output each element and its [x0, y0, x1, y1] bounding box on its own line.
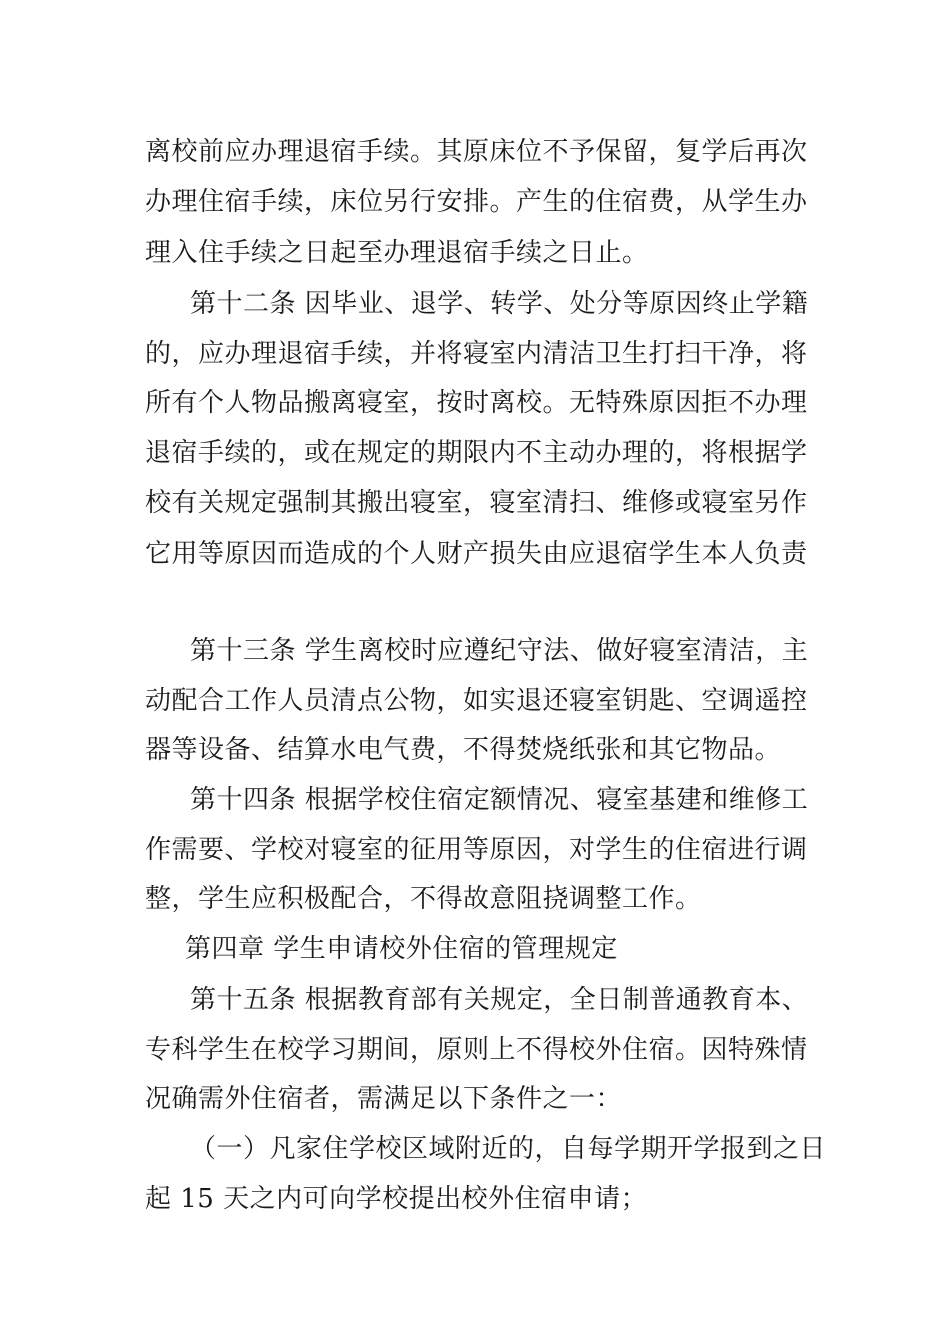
chapter-4-title: 第四章 学生申请校外住宿的管理规定	[185, 934, 618, 964]
article-13-heading-line: 第十三条 学生离校时应遵纪守法、做好寝室清洁，主	[190, 636, 809, 666]
text-line-12: 器等设备、结算水电气费，不得焚烧纸张和其它物品。	[145, 735, 782, 765]
article-14-heading-line: 第十四条 根据学校住宿定额情况、寝室基建和维修工	[190, 785, 809, 815]
article-15-heading-line: 第十五条 根据教育部有关规定，全日制普通教育本、	[190, 985, 809, 1015]
text-line-9: 它用等原因而造成的个人财产损失由应退宿学生本人负责	[145, 539, 808, 569]
text-line-19: 况确需外住宿者，需满足以下条件之一：	[145, 1084, 623, 1114]
text-line-15: 整，学生应积极配合，不得故意阻挠调整工作。	[145, 884, 702, 914]
text-line-2: 办理住宿手续，床位另行安排。产生的住宿费，从学生办	[145, 187, 808, 217]
text-line-11: 动配合工作人员清点公物，如实退还寝室钥匙、空调遥控	[145, 686, 808, 716]
text-line-3: 理入住手续之日起至办理退宿手续之日止。	[145, 238, 649, 268]
text-line-14: 作需要、学校对寝室的征用等原因，对学生的住宿进行调	[145, 835, 808, 865]
clause-1-line: （一）凡家住学校区域附近的，自每学期开学报到之日	[190, 1134, 827, 1164]
text-line-8: 校有关规定强制其搬出寝室，寝室清扫、维修或寝室另作	[145, 488, 808, 518]
article-12-heading-line: 第十二条 因毕业、退学、转学、处分等原因终止学籍	[190, 289, 809, 319]
text-line-1: 离校前应办理退宿手续。其原床位不予保留，复学后再次	[145, 137, 808, 167]
text-line-5: 的，应办理退宿手续，并将寝室内清洁卫生打扫干净，将	[145, 339, 808, 369]
text-line-21: 起 15 天之内可向学校提出校外住宿申请；	[145, 1184, 648, 1214]
text-line-7: 退宿手续的，或在规定的期限内不主动办理的，将根据学	[145, 438, 808, 468]
text-line-18: 专科学生在校学习期间，原则上不得校外住宿。因特殊情	[145, 1035, 808, 1065]
text-line-6: 所有个人物品搬离寝室，按时离校。无特殊原因拒不办理	[145, 388, 808, 418]
